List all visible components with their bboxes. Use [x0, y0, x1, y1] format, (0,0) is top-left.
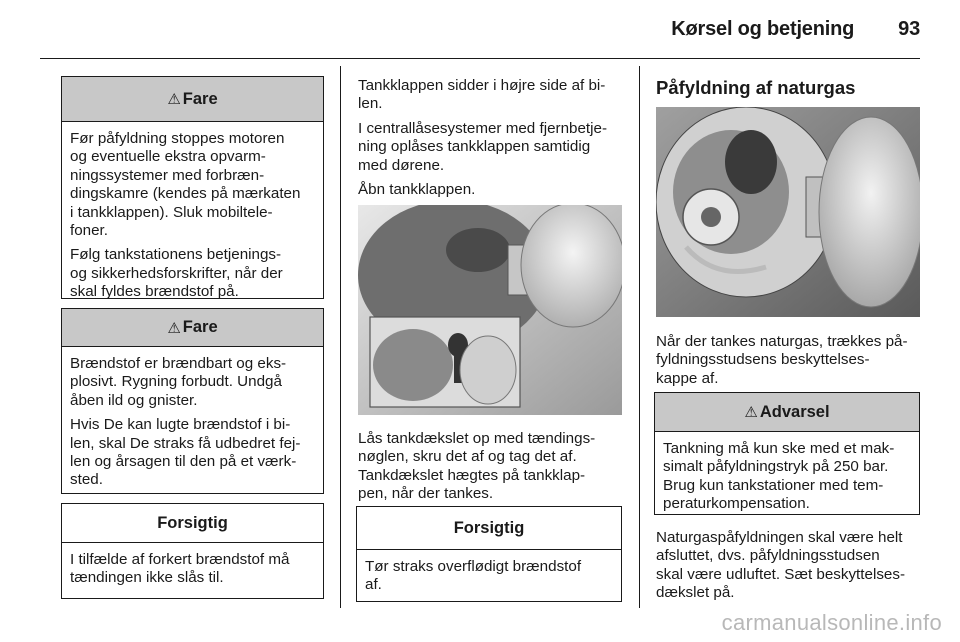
paragraph: Hvis De kan lugte brændstof i bi- len, skal De straks få udbedret fej- len og årsagen til den på et værk- sted. — [70, 416, 301, 489]
danger-box-1 — [61, 76, 324, 299]
box-header — [62, 309, 323, 347]
unlock-text — [358, 430, 626, 510]
box-body — [62, 543, 323, 588]
paragraph: I tilfælde af forkert brændstof må tændingen ikke slås til. — [70, 551, 290, 587]
section-heading: Påfyldning af naturgas — [656, 77, 856, 98]
paragraph: Før påfyldning stoppes motoren og eventuelle ekstra opvarm- ningssystemer med forbræn- dingskamre (kendes på mærkaten i tankklappen). Sluk mobiltele- foner. — [70, 130, 301, 240]
final-text — [656, 529, 926, 609]
box-header — [62, 504, 323, 543]
danger-box-2 — [61, 308, 324, 494]
box-header — [62, 77, 323, 122]
box-title: Fare — [182, 89, 218, 108]
column-divider — [639, 66, 640, 608]
box-title: Fare — [182, 318, 218, 336]
fuel-flap-illustration — [358, 205, 622, 415]
box-body — [62, 122, 323, 302]
fuel-flap-drawing — [358, 205, 622, 415]
warning-triangle-icon: ⚠ — [167, 91, 181, 108]
natural-gas-inlet-illustration — [656, 107, 920, 317]
page-title: Kørsel og betjening — [671, 18, 855, 40]
paragraph: Tankning må kun ske med et mak- simalt påfyldningstryk på 250 bar. Brug kun tankstationer med tem- peraturkompensation. — [663, 440, 895, 513]
box-body — [655, 432, 919, 514]
paragraph: Tankklappen sidder i højre side af bi- len. — [358, 77, 606, 113]
warning-triangle-icon: ⚠ — [167, 319, 181, 337]
box-header — [655, 393, 919, 432]
caution-box — [356, 506, 622, 602]
box-title: Advarsel — [759, 402, 830, 421]
intro-text — [358, 77, 626, 205]
gas-intro-text — [656, 333, 924, 394]
paragraph: Brændstof er brændbart og eks- plosivt. Rygning forbudt. Undgå åben ild og gnister. — [70, 355, 287, 409]
box-title: Forsigtig — [157, 513, 228, 532]
watermark: carmanualsonline.info — [721, 610, 942, 635]
header-rule — [40, 58, 920, 59]
paragraph: Åbn tankklappen. — [358, 181, 476, 199]
warning-triangle-icon: ⚠ — [744, 404, 758, 421]
paragraph: Tør straks overflødigt brændstof af. — [365, 558, 582, 594]
paragraph: I centrallåsesystemer med fjernbetje- ning oplåses tankklappen samtidig med dørene. — [358, 119, 608, 174]
caution-box — [61, 503, 324, 599]
box-body — [357, 550, 621, 595]
column-divider — [340, 66, 341, 608]
page-number: 93 — [898, 18, 920, 40]
page-header — [671, 18, 920, 41]
paragraph: Når der tankes naturgas, trækkes på- fyldningsstudsens beskyttelses- kappe af. — [656, 333, 908, 387]
paragraph: Naturgaspåfyldningen skal være helt afsluttet, dvs. påfyldningsstudsen skal være udluftet. Sæt beskyttelses- dækslet på. — [656, 529, 906, 602]
paragraph: Lås tankdækslet op med tændings- nøglen, skru det af og tag det af. Tankdækslet hægtes på tankklap- pen, når der tankes. — [358, 430, 596, 503]
box-body — [62, 347, 323, 490]
paragraph: Følg tankstationens betjenings- og sikkerhedsforskrifter, når der skal fyldes brændstof på. — [70, 246, 283, 301]
gas-inlet-drawing — [656, 107, 920, 317]
box-title: Forsigtig — [453, 518, 525, 537]
box-header — [357, 507, 621, 550]
warning-box — [654, 392, 920, 515]
